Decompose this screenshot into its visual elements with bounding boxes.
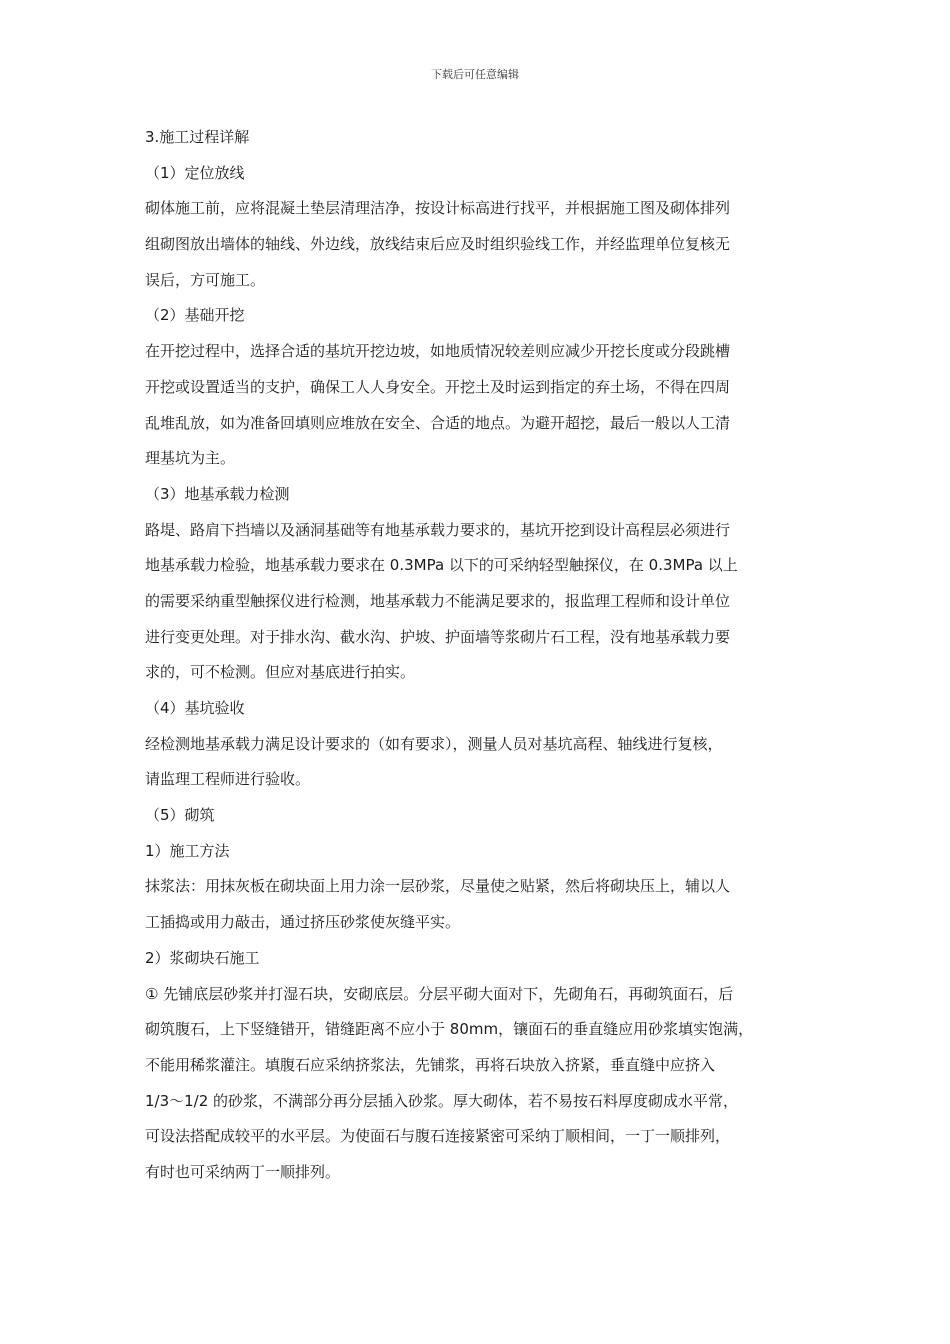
subsection-heading: （1）定位放线 — [145, 163, 245, 182]
paragraph-line: 有时也可采纳两丁一顺排列。 — [145, 1162, 341, 1181]
paragraph-line: 抹浆法：用抹灰板在砌块面上用力涂一层砂浆，尽量使之贴紧，然后将砌块压上，辅以人 — [145, 877, 731, 896]
page-header: 下载后可任意编辑 — [431, 68, 519, 81]
paragraph-line: 乱堆乱放，如为准备回填则应堆放在安全、合适的地点。为避开超挖，最后一般以人工清 — [145, 413, 731, 432]
paragraph-line: 组砌图放出墙体的轴线、外边线，放线结束后应及时组织验线工作，并经监理单位复核无 — [145, 235, 731, 254]
paragraph-line: 误后，方可施工。 — [145, 270, 266, 289]
subsection-heading: （2）基础开挖 — [145, 306, 245, 325]
section-heading: 3.施工过程详解 — [145, 128, 250, 146]
paragraph-line: 不能用稀浆灌注。填腹石应采纳挤浆法，先铺浆，再将石块放入挤紧，垂直缝中应挤入 — [145, 1055, 716, 1074]
paragraph-line: 求的，可不检测。但应对基底进行拍实。 — [145, 663, 416, 682]
paragraph-line: 工插捣或用力敲击，通过挤压砂浆使灰缝平实。 — [145, 913, 461, 932]
paragraph-line: 1/3～1/2 的砂浆，不满部分再分层插入砂浆。厚大砌体，若不易按石料厚度砌成水平常， — [145, 1091, 739, 1110]
document-body — [145, 120, 825, 1191]
sub-item-heading: 1）施工方法 — [145, 841, 230, 860]
paragraph-line: 可设法搭配成较平的水平层。为使面石与腹石连接紧密可采纳丁顺相间，一丁一顺排列， — [145, 1127, 731, 1146]
paragraph-line: 路堤、路肩下挡墙以及涵洞基础等有地基承载力要求的，基坑开挖到设计高程层必须进行 — [145, 520, 731, 539]
sub-item-heading: 2）浆砌块石施工 — [145, 948, 260, 967]
subsection-heading: （3）地基承载力检测 — [145, 484, 290, 503]
paragraph-line: 地基承载力检验，地基承载力要求在 0.3MPa 以下的可采纳轻型触探仪，在 0.3MPa 以上 — [145, 556, 738, 575]
paragraph-line: 进行变更处理。对于排水沟、截水沟、护坡、护面墙等浆砌片石工程，没有地基承载力要 — [145, 627, 731, 646]
subsection-heading: （4）基坑验收 — [145, 699, 245, 717]
paragraph-line: 请监理工程师进行验收。 — [145, 770, 311, 789]
paragraph-line: 经检测地基承载力满足设计要求的（如有要求），测量人员对基坑高程、轴线进行复核， — [145, 734, 723, 753]
paragraph-line: ① 先铺底层砂浆并打湿石块，安砌底层。分层平砌大面对下，先砌角石，再砌筑面石，后 — [145, 984, 734, 1003]
paragraph-line: 的需要采纳重型触探仪进行检测，地基承载力不能满足要求的，报监理工程师和设计单位 — [145, 591, 731, 610]
paragraph-line: 在开挖过程中，选择合适的基坑开挖边坡，如地质情况较差则应减少开挖长度或分段跳槽 — [145, 342, 731, 361]
paragraph-line: 砌体施工前，应将混凝土垫层清理洁净，按设计标高进行找平，并根据施工图及砌体排列 — [145, 199, 731, 218]
subsection-heading: （5）砌筑 — [145, 806, 215, 825]
paragraph-line: 砌筑腹石，上下竖缝错开，错缝距离不应小于 80mm，镶面石的垂直缝应用砂浆填实饱满， — [145, 1020, 754, 1039]
paragraph-line: 开挖或设置适当的支护，确保工人人身安全。开挖土及时运到指定的弃土场，不得在四周 — [145, 377, 731, 396]
paragraph-line: 理基坑为主。 — [145, 449, 236, 468]
